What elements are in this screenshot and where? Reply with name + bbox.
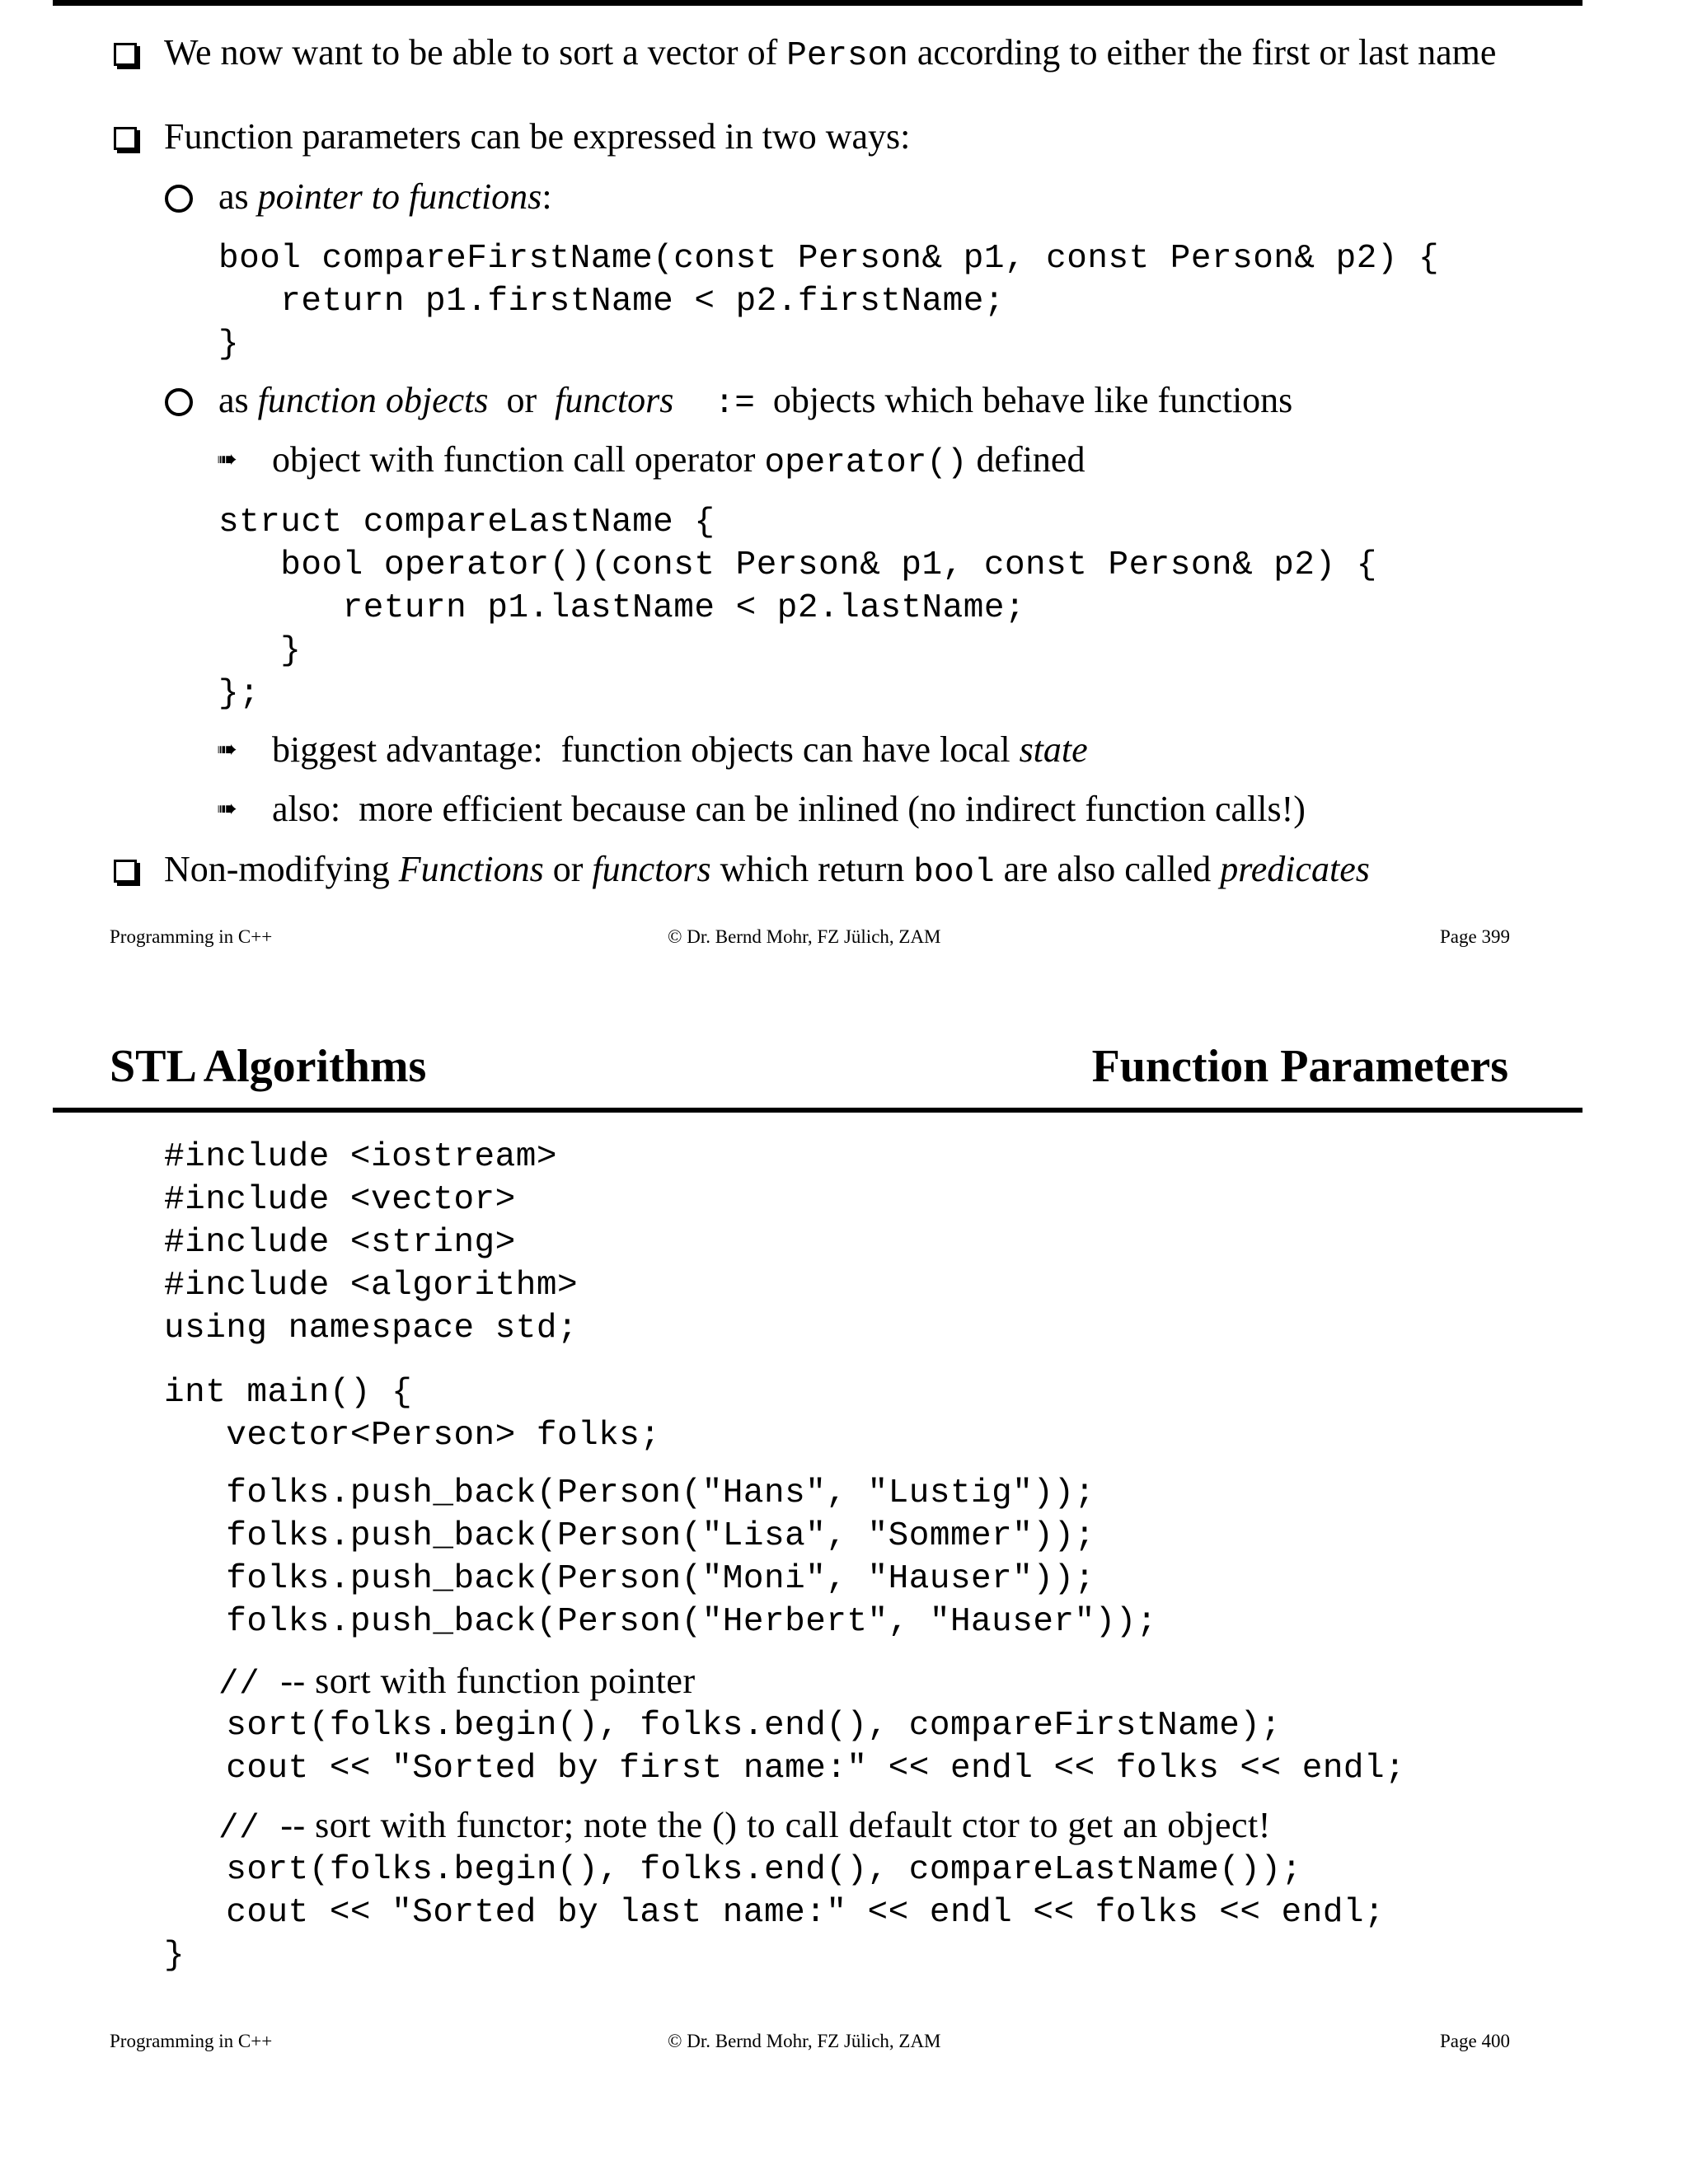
bullet-sort-vector: We now want to be able to sort a vector of Person according to either the first or last name [164,32,1497,75]
arrow-function-call-operator: object with function call operator operator() defined [272,439,1085,482]
code-line: #include <algorithm> [164,1267,579,1305]
code-line: return p1.firstName < p2.firstName; [218,283,1005,321]
code-line: folks.push_back(Person("Lisa", "Sommer")); [164,1517,1095,1555]
header-rule [53,1108,1582,1113]
sub-function-objects: as function objects or functors := objects which behave like functions [218,380,1293,423]
sub-pointer-to-functions: as pointer to functions: [218,176,552,217]
code-line: vector<Person> folks; [164,1417,661,1455]
code-line: #include <iostream> [164,1138,557,1176]
arrow-bullet-icon: ➠ [217,445,238,474]
code-line: cout << "Sorted by first name:" << endl << folks << endl; [164,1750,1406,1788]
square-bullet-icon [114,127,137,150]
code-line: using namespace std; [164,1310,579,1347]
footer-left: Programming in C++ [110,2031,273,2051]
circle-bullet-icon [165,388,193,416]
bullet-function-parameters: Function parameters can be expressed in two ways: [164,116,911,157]
code-push-back [164,1472,1157,1643]
code-compare-first-name [218,237,1439,366]
arrow-bullet-icon: ➠ [217,794,238,823]
code-line: } [164,1937,185,1975]
code-line: bool operator()(const Person& p1, const Person& p2) { [218,546,1377,584]
code-line: cout << "Sorted by last name:" << endl << folks << endl; [164,1894,1386,1932]
inline-code-bool: bool [913,854,995,892]
code-main-open [164,1371,661,1457]
code-comment-functor: // -- sort with functor; note the () to call default ctor to get an object! [218,1805,1271,1848]
arrow-biggest-advantage: biggest advantage: function objects can have local state [272,729,1088,770]
code-line: } [218,326,240,363]
inline-code-operator: operator() [764,444,968,482]
code-line: folks.push_back(Person("Hans", "Lustig")); [164,1474,1095,1512]
code-sort-last-name [164,1849,1385,1977]
arrow-more-efficient: also: more efficient because can be inlined (no indirect function calls!) [272,789,1306,829]
footer-left: Programming in C++ [110,926,273,947]
footer-center: © Dr. Bernd Mohr, FZ Jülich, ZAM [668,926,941,947]
code-line: }; [218,675,260,713]
code-comment-function-pointer: // -- sort with function pointer [218,1661,696,1704]
code-line: #include <vector> [164,1181,516,1219]
page-title-left: STL Algorithms [110,1041,427,1092]
arrow-bullet-icon: ➠ [217,735,238,764]
top-rule [53,0,1582,6]
circle-bullet-icon [165,185,193,213]
code-line: folks.push_back(Person("Moni", "Hauser")); [164,1560,1095,1598]
code-line: sort(folks.begin(), folks.end(), compareFirstName); [164,1707,1282,1745]
code-line: folks.push_back(Person("Herbert", "Hauser")); [164,1603,1157,1641]
code-line: return p1.lastName < p2.lastName; [218,589,1026,627]
footer-page-number: Page 399 [1440,926,1510,947]
code-line: bool compareFirstName(const Person& p1, const Person& p2) { [218,240,1440,278]
square-bullet-icon [114,860,137,883]
code-line: } [218,632,302,670]
code-line: int main() { [164,1374,413,1412]
code-includes [164,1136,578,1350]
bullet-predicates: Non-modifying Functions or functors which return bool are also called predicates [164,849,1370,892]
square-bullet-icon [114,43,137,66]
code-line: struct compareLastName { [218,504,715,541]
code-line: #include <string> [164,1224,516,1262]
code-line: sort(folks.begin(), folks.end(), compareLastName()); [164,1851,1302,1889]
page-title-right: Function Parameters [1091,1041,1508,1092]
footer-page-number: Page 400 [1440,2031,1510,2051]
code-sort-first-name [164,1704,1405,1790]
code-compare-last-name [218,501,1377,715]
inline-code-person: Person [786,37,908,75]
footer-center: © Dr. Bernd Mohr, FZ Jülich, ZAM [668,2031,941,2051]
